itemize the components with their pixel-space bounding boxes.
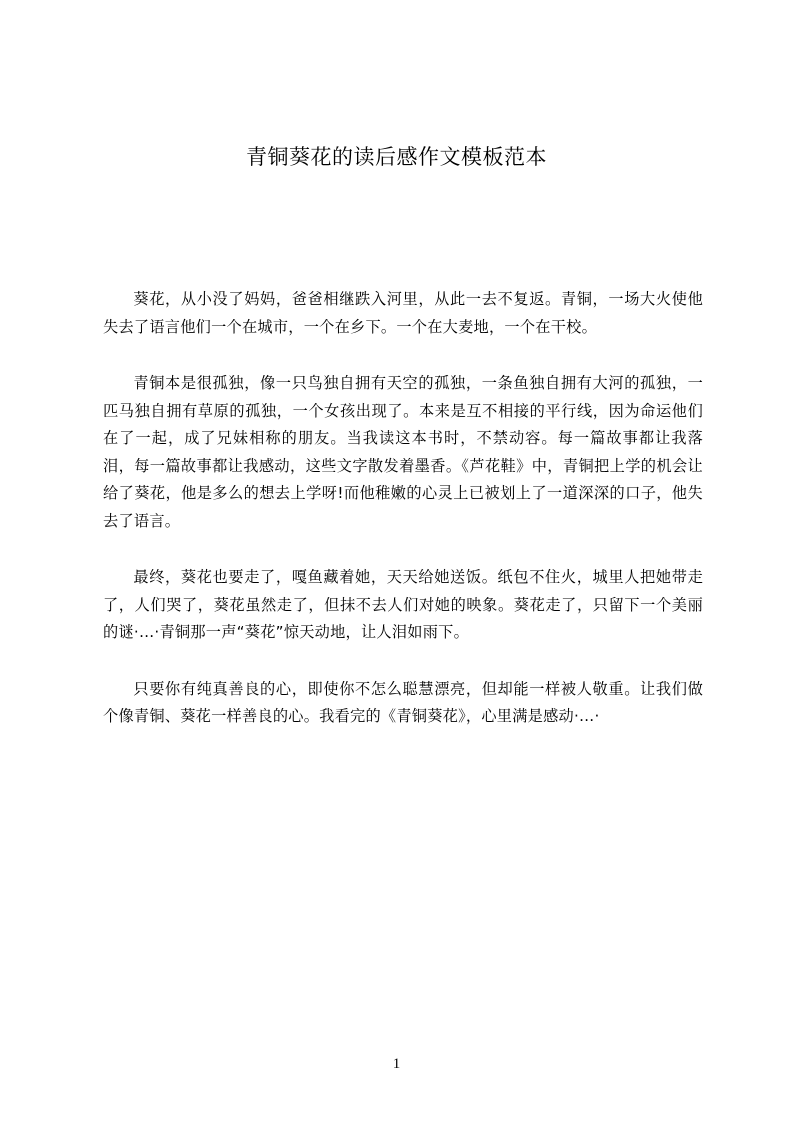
paragraph-4: 只要你有纯真善良的心，即使你不怎么聪慧漂亮，但却能一样被人敬重。让我们做个像青铜、葵花一样善良的心。我看完的《青铜葵花》，心里满是感动·…· bbox=[103, 679, 703, 725]
document-title: 青铜葵花的读后感作文模板范本 bbox=[246, 145, 547, 169]
paragraph-3: 最终，葵花也要走了，嘎鱼藏着她，天天给她送饭。纸包不住火，城里人把她带走了，人们哭了，葵花虽然走了，但抹不去人们对她的映象。葵花走了，只留下一个美丽的谜·…·青铜那一声“葵花”惊天动地，让人泪如雨下。 bbox=[103, 568, 703, 641]
paragraph-1: 葵花，从小没了妈妈，爸爸相继跌入河里，从此一去不复返。青铜，一场大火使他失去了语言他们一个在城市，一个在乡下。一个在大麦地，一个在干校。 bbox=[103, 290, 703, 336]
paragraph-2: 青铜本是很孤独，像一只鸟独自拥有天空的孤独，一条鱼独自拥有大河的孤独，一匹马独自拥有草原的孤独，一个女孩出现了。本来是互不相接的平行线，因为命运他们在了一起，成了兄妹相称的朋友。当我读这本书时，不禁动容。每一篇故事都让我落泪，每一篇故事都让我感动，这些文字散发着墨香。《芦花鞋》中，青铜把上学的机会让给了葵花，他是多么的想去上学呀!而他稚嫩的心灵上已被划上了一道深深的口子，他失去了语言。 bbox=[103, 374, 703, 530]
page-number: 1 bbox=[392, 1056, 401, 1072]
document-body bbox=[103, 286, 703, 760]
